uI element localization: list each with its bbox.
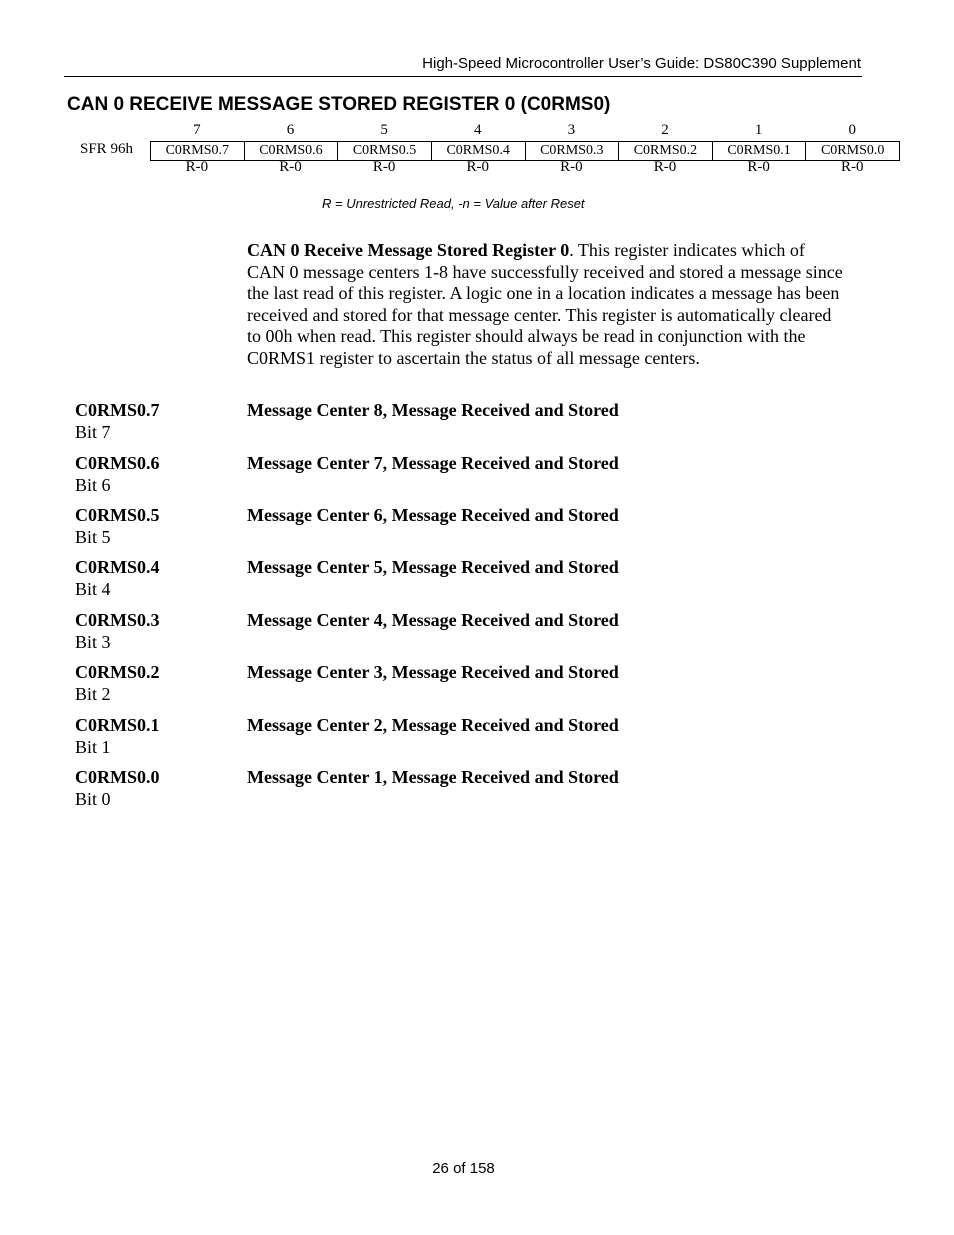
bit-position: Bit 1 [75,736,111,757]
bit-name: C0RMS0.2 [75,662,160,682]
bit-number: 7 [193,122,201,138]
register-bit-cell: C0RMS0.7 [151,142,245,160]
reset-value: R-0 [840,159,864,175]
bit-title: Message Center 6, Message Received and Stored [247,505,619,525]
bit-number-row [150,122,899,139]
reset-value: R-0 [747,159,770,175]
bit-number: 6 [286,122,295,138]
reset-value: R-0 [560,159,583,175]
register-bit-cell: C0RMS0.4 [432,142,526,160]
register-bit-cell: C0RMS0.1 [713,142,807,160]
register-bit-cell: C0RMS0.3 [526,142,620,160]
bit-position: Bit 2 [75,683,111,704]
bit-title: Message Center 2, Message Received and Stored [247,715,619,735]
register-bit-name-row [150,141,900,161]
header-rule [64,76,862,77]
bit-name: C0RMS0.7 [75,400,160,420]
bit-title: Message Center 3, Message Received and Stored [247,662,619,682]
bit-name: C0RMS0.6 [75,453,160,473]
reset-value-row [150,159,899,176]
reset-value: R-0 [653,159,677,175]
bit-number: 0 [848,122,856,138]
reset-value: R-0 [279,159,302,175]
reset-value: R-0 [372,159,396,175]
bit-title: Message Center 5, Message Received and Stored [247,557,619,577]
section-title: CAN 0 RECEIVE MESSAGE STORED REGISTER 0 (C0RMS0) [67,94,611,115]
bit-number: 1 [754,122,763,138]
bit-position: Bit 7 [75,421,111,442]
bit-number: 4 [473,122,482,138]
register-bit-cell: C0RMS0.6 [245,142,339,160]
bit-position: Bit 5 [75,526,111,547]
bit-number: 3 [567,122,576,138]
bit-name: C0RMS0.5 [75,505,160,525]
page-number: 26 of 158 [432,1160,495,1177]
bit-number: 5 [380,122,388,138]
bit-number: 2 [661,122,669,138]
bit-name: C0RMS0.0 [75,767,160,787]
bit-title: Message Center 7, Message Received and Stored [247,453,619,473]
running-header: High-Speed Microcontroller User’s Guide: DS80C390 Supplement [422,55,861,72]
bit-name: C0RMS0.4 [75,557,160,577]
description-lead: CAN 0 Receive Message Stored Register 0 [247,240,570,260]
bit-position: Bit 4 [75,578,111,599]
register-bit-cell: C0RMS0.5 [338,142,432,160]
bit-position: Bit 6 [75,474,111,495]
register-description [247,240,847,369]
bit-position: Bit 0 [75,788,111,809]
reset-value: R-0 [185,159,209,175]
bit-name: C0RMS0.3 [75,610,160,630]
register-bit-cell: C0RMS0.2 [619,142,713,160]
access-legend: R = Unrestricted Read, -n = Value after Reset [322,196,585,211]
bit-title: Message Center 4, Message Received and Stored [247,610,619,630]
reset-value: R-0 [466,159,489,175]
bit-name: C0RMS0.1 [75,715,160,735]
bit-position: Bit 3 [75,631,111,652]
bit-title: Message Center 8, Message Received and Stored [247,400,619,420]
register-bit-cell: C0RMS0.0 [820,143,885,158]
bit-title: Message Center 1, Message Received and Stored [247,767,619,787]
description-text: . This register indicates which of CAN 0 message centers 1-8 have successfully received and stored a message since the last read of this register. A logic one in a location indicates a message has been received and stored for that message center. This register is automatically cleared to 00h when read. This register should always be read in conjunction with the C0RMS1 register to ascertain the status of all message centers. [247,240,843,368]
sfr-address-label: SFR 96h [80,141,133,157]
